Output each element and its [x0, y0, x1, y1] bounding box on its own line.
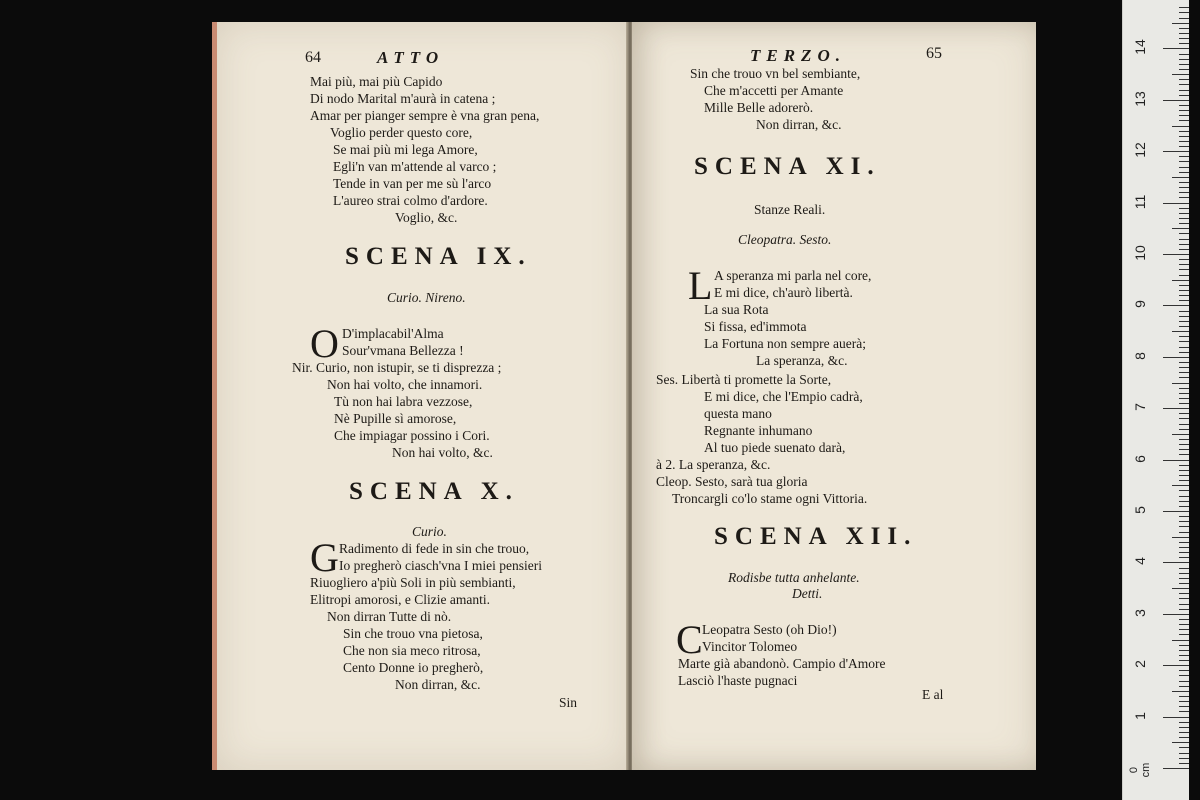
verse-line: Mille Belle adorerò. — [704, 100, 814, 115]
drop-capital: O — [310, 321, 339, 366]
open-book — [212, 22, 1036, 770]
verse-line: Ses. Libertà ti promette la Sorte, — [656, 372, 832, 387]
ruler-tick — [1179, 429, 1189, 430]
verse-line: Si fissa, ed'immota — [704, 319, 807, 334]
ruler-cm-label: 1 — [1132, 711, 1148, 720]
ruler-tick — [1179, 418, 1189, 419]
ruler-tick — [1179, 763, 1189, 764]
ruler-tick — [1179, 79, 1189, 80]
ruler-tick — [1179, 439, 1189, 440]
ruler-tick — [1179, 311, 1189, 312]
verse-line: Non hai volto, che innamori. — [327, 377, 483, 392]
ruler-tick — [1179, 573, 1189, 574]
ruler-tick — [1163, 48, 1189, 49]
ruler-tick — [1179, 43, 1189, 44]
verse-line: Sour'vmana Bellezza ! — [342, 343, 464, 358]
ruler-tick — [1179, 295, 1189, 296]
ruler-tick — [1163, 460, 1189, 461]
ruler-tick — [1179, 660, 1189, 661]
ruler-tick — [1179, 244, 1189, 245]
ruler-tick — [1179, 624, 1189, 625]
ruler-tick — [1179, 182, 1189, 183]
ruler-tick — [1179, 568, 1189, 569]
drop-capital: G — [310, 535, 339, 580]
ruler-tick — [1179, 259, 1189, 260]
ruler-tick — [1172, 23, 1189, 24]
ruler-tick — [1179, 167, 1189, 168]
verse-line: E mi dice, ch'aurò libertà. — [714, 285, 853, 300]
verse-line: Tù non hai labra vezzose, — [334, 394, 473, 409]
ruler-tick — [1172, 588, 1189, 589]
ruler-tick — [1172, 74, 1189, 75]
ruler-tick — [1179, 393, 1189, 394]
ruler-tick — [1172, 228, 1189, 229]
verse-line: Non hai volto, &c. — [392, 445, 493, 460]
verse-line: Lasciò l'haste pugnaci — [678, 673, 798, 688]
ruler-cm-label: 6 — [1132, 454, 1148, 463]
page-number: 64 — [305, 49, 321, 66]
ruler-tick — [1179, 583, 1189, 584]
ruler-tick — [1179, 347, 1189, 348]
ruler-tick — [1179, 341, 1189, 342]
verse-line: Amar per pianger sempre è vna gran pena, — [310, 108, 540, 123]
ruler-tick — [1179, 156, 1189, 157]
verse-line: questa mano — [704, 406, 772, 421]
ruler-tick — [1179, 54, 1189, 55]
ruler-tick — [1163, 408, 1189, 409]
ruler-tick — [1172, 691, 1189, 692]
scene-title: SCENA X. — [349, 478, 519, 505]
ruler-cm-label: 11 — [1132, 194, 1148, 209]
ruler-tick — [1179, 377, 1189, 378]
verse-line: D'implacabil'Alma — [342, 326, 444, 341]
verse-line: L'aureo strai colmo d'ardore. — [333, 193, 488, 208]
ruler-cm-label: 14 — [1132, 39, 1148, 56]
ruler-tick — [1179, 681, 1189, 682]
ruler-tick — [1172, 434, 1189, 435]
ruler-tick — [1179, 655, 1189, 656]
ruler-tick — [1179, 475, 1189, 476]
scene-title: SCENA XI. — [694, 153, 881, 180]
verse-line: A speranza mi parla nel core, — [714, 268, 872, 283]
ruler-tick — [1179, 300, 1189, 301]
ruler-tick — [1179, 161, 1189, 162]
verse-line: Marte già abandonò. Campio d'Amore — [678, 656, 886, 671]
ruler-tick — [1179, 367, 1189, 368]
verse-line: Di nodo Marital m'aurà in catena ; — [310, 91, 496, 106]
ruler-tick — [1179, 269, 1189, 270]
verse-line: Regnante inhumano — [704, 423, 813, 438]
verse-line: Voglio perder questo core, — [330, 125, 473, 140]
verse-line: Elitropi amorosi, e Clizie amanti. — [310, 592, 490, 607]
verse-line: Sin che trouo vn bel sembiante, — [690, 66, 861, 81]
ruler-tick — [1179, 249, 1189, 250]
scene-title: SCENA XII. — [714, 523, 918, 550]
ruler-tick — [1179, 619, 1189, 620]
verse-line: La Fortuna non sempre auerà; — [704, 336, 866, 351]
ruler-tick — [1179, 208, 1189, 209]
ruler-tick — [1163, 511, 1189, 512]
ruler-tick — [1179, 449, 1189, 450]
ruler-cm-label: 3 — [1132, 608, 1148, 617]
ruler-tick — [1179, 593, 1189, 594]
verse-line: Nè Pupille sì amorose, — [334, 411, 457, 426]
ruler-tick — [1179, 336, 1189, 337]
ruler-tick — [1172, 537, 1189, 538]
ruler-tick — [1179, 326, 1189, 327]
ruler-tick — [1179, 506, 1189, 507]
verse-line: Vincitor Tolomeo — [702, 639, 798, 654]
verse-line: Radimento di fede in sin che trouo, — [339, 541, 530, 556]
ruler-tick — [1179, 239, 1189, 240]
ruler-tick — [1179, 120, 1189, 121]
ruler-tick — [1179, 722, 1189, 723]
ruler-tick — [1179, 686, 1189, 687]
ruler-tick — [1179, 552, 1189, 553]
ruler-tick — [1179, 547, 1189, 548]
verse-line: Non dirran Tutte di nò. — [327, 609, 452, 624]
ruler-tick — [1179, 490, 1189, 491]
ruler-tick — [1179, 95, 1189, 96]
ruler-tick — [1179, 454, 1189, 455]
ruler-tick — [1179, 516, 1189, 517]
ruler-tick — [1179, 747, 1189, 748]
ruler-tick — [1179, 64, 1189, 65]
ruler-cm-label: 2 — [1132, 660, 1148, 669]
ruler-tick — [1179, 115, 1189, 116]
ruler-tick — [1179, 218, 1189, 219]
ruler-tick — [1163, 562, 1189, 563]
scene-characters: Curio. — [412, 524, 447, 539]
ruler-tick — [1179, 675, 1189, 676]
ruler-tick — [1179, 59, 1189, 60]
ruler-tick — [1179, 413, 1189, 414]
ruler-tick — [1163, 254, 1189, 255]
verse-line: E mi dice, che l'Empio cadrà, — [704, 389, 863, 404]
ruler-tick — [1179, 604, 1189, 605]
ruler-tick — [1179, 526, 1189, 527]
scene-characters: Rodisbe tutta anhelante. — [728, 570, 860, 585]
drop-capital: C — [676, 617, 703, 662]
ruler-cm-label: 10 — [1132, 245, 1148, 261]
ruler-tick — [1179, 223, 1189, 224]
ruler-tick — [1163, 717, 1189, 718]
ruler-tick — [1179, 12, 1189, 13]
ruler-tick — [1179, 521, 1189, 522]
scene-title: SCENA IX. — [345, 243, 532, 270]
verse-line: Io pregherò ciasch'vna I miei pensieri — [339, 558, 542, 573]
ruler-tick — [1179, 532, 1189, 533]
verse-line: Al tuo piede suenato darà, — [704, 440, 846, 455]
ruler-cm-label: 5 — [1132, 506, 1148, 514]
ruler-tick — [1163, 100, 1189, 101]
verse-line: Non dirran, &c. — [756, 117, 842, 132]
ruler-unit-label: 0 cm — [1128, 762, 1152, 778]
ruler-tick — [1179, 197, 1189, 198]
ruler-tick — [1179, 696, 1189, 697]
verse-line: Leopatra Sesto (oh Dio!) — [702, 622, 837, 637]
ruler-tick — [1179, 706, 1189, 707]
ruler-tick — [1179, 501, 1189, 502]
ruler-tick — [1179, 634, 1189, 635]
ruler-tick — [1179, 105, 1189, 106]
verse-line: Egli'n van m'attende al varco ; — [333, 159, 497, 174]
ruler-tick — [1179, 480, 1189, 481]
verse-line: Che non sia meco ritrosa, — [343, 643, 481, 658]
ruler-tick — [1179, 753, 1189, 754]
ruler-tick — [1179, 496, 1189, 497]
catchword: Sin — [559, 695, 578, 710]
ruler-tick — [1179, 187, 1189, 188]
ruler-tick — [1172, 485, 1189, 486]
ruler-tick — [1179, 542, 1189, 543]
verse-line: Cleop. Sesto, sarà tua gloria — [656, 474, 808, 489]
ruler-tick — [1179, 285, 1189, 286]
page-number: 65 — [926, 45, 942, 62]
ruler-tick — [1179, 629, 1189, 630]
ruler-tick — [1179, 444, 1189, 445]
ruler-tick — [1179, 213, 1189, 214]
ruler-tick — [1179, 275, 1189, 276]
verse-line: Mai più, mai più Capido — [310, 74, 443, 89]
ruler-tick — [1179, 424, 1189, 425]
ruler-tick — [1179, 758, 1189, 759]
verse-line: à 2. La speranza, &c. — [656, 457, 771, 472]
ruler-tick — [1179, 362, 1189, 363]
ruler-tick — [1179, 645, 1189, 646]
ruler-tick — [1179, 290, 1189, 291]
running-header: ATTO — [377, 48, 445, 67]
verse-line: La sua Rota — [704, 302, 769, 317]
ruler-tick — [1163, 203, 1189, 204]
ruler-tick — [1179, 38, 1189, 39]
scene-characters: Cleopatra. Sesto. — [738, 232, 832, 247]
verse-line: Non dirran, &c. — [395, 677, 481, 692]
right-page — [632, 22, 1036, 770]
ruler-cm-label: 13 — [1132, 91, 1148, 107]
ruler-tick — [1179, 172, 1189, 173]
ruler-tick — [1179, 110, 1189, 111]
catchword: E al — [922, 687, 944, 702]
ruler-tick — [1179, 557, 1189, 558]
verse-line: Troncargli co'lo stame ogni Vittoria. — [672, 491, 868, 506]
scene-setting: Stanze Reali. — [754, 202, 826, 217]
ruler-tick — [1163, 665, 1189, 666]
ruler-tick — [1179, 141, 1189, 142]
ruler-tick — [1179, 7, 1189, 8]
ruler-tick — [1179, 233, 1189, 234]
ruler-tick — [1163, 151, 1189, 152]
ruler-tick — [1172, 280, 1189, 281]
verse-line: Sin che trouo vna pietosa, — [343, 626, 483, 641]
verse-line: Tende in van per me sù l'arco — [333, 176, 492, 191]
ruler-tick — [1172, 177, 1189, 178]
ruler-tick — [1163, 614, 1189, 615]
ruler-tick — [1179, 727, 1189, 728]
verse-line: Che impiagar possino i Cori. — [334, 428, 490, 443]
ruler-tick — [1179, 732, 1189, 733]
ruler-tick — [1163, 768, 1189, 769]
ruler-tick — [1179, 33, 1189, 34]
ruler-cm-label: 12 — [1132, 142, 1148, 158]
scene-characters: Detti. — [792, 586, 823, 601]
ruler-tick — [1179, 84, 1189, 85]
ruler-tick — [1179, 701, 1189, 702]
ruler-tick — [1179, 578, 1189, 579]
ruler-cm-label: 4 — [1132, 557, 1148, 566]
ruler-tick — [1179, 136, 1189, 137]
verse-line: Se mai più mi lega Amore, — [333, 142, 478, 157]
ruler-tick — [1163, 357, 1189, 358]
ruler-tick — [1179, 69, 1189, 70]
verse-line: Riuogliero a'più Soli in più sembianti, — [310, 575, 516, 590]
left-page — [212, 22, 630, 770]
ruler-cm-label: 8 — [1132, 351, 1148, 360]
ruler-tick — [1179, 192, 1189, 193]
ruler-tick — [1179, 737, 1189, 738]
ruler-tick — [1179, 131, 1189, 132]
ruler-tick — [1179, 146, 1189, 147]
verse-line: La speranza, &c. — [756, 353, 848, 368]
ruler-tick — [1179, 388, 1189, 389]
ruler-tick — [1179, 465, 1189, 466]
drop-capital: L — [688, 263, 713, 308]
running-header: TERZO. — [750, 46, 846, 65]
ruler-tick — [1179, 398, 1189, 399]
ruler-tick — [1179, 670, 1189, 671]
ruler-tick — [1179, 372, 1189, 373]
ruler-tick — [1179, 316, 1189, 317]
ruler-tick — [1179, 711, 1189, 712]
ruler-tick — [1179, 28, 1189, 29]
ruler-tick — [1163, 305, 1189, 306]
scene-characters: Curio. Nireno. — [387, 290, 466, 305]
ruler-tick — [1179, 598, 1189, 599]
ruler-tick — [1179, 609, 1189, 610]
ruler-cm-label: 9 — [1132, 300, 1148, 309]
verse-line: Voglio, &c. — [395, 210, 458, 225]
measuring-ruler — [1122, 0, 1189, 800]
ruler-tick — [1172, 383, 1189, 384]
ruler-tick — [1179, 264, 1189, 265]
ruler-tick — [1179, 650, 1189, 651]
ruler-tick — [1179, 470, 1189, 471]
ruler-tick — [1179, 352, 1189, 353]
ruler-tick — [1172, 331, 1189, 332]
verse-line: Che m'accetti per Amante — [704, 83, 844, 98]
ruler-tick — [1172, 640, 1189, 641]
verse-line: Cento Donne io pregherò, — [343, 660, 484, 675]
ruler-tick — [1179, 18, 1189, 19]
verse-line: Nir. Curio, non istupir, se ti disprezza ; — [292, 360, 502, 375]
ruler-tick — [1179, 321, 1189, 322]
ruler-tick — [1179, 403, 1189, 404]
ruler-tick — [1172, 742, 1189, 743]
ruler-tick — [1172, 126, 1189, 127]
ruler-cm-label: 7 — [1132, 403, 1148, 412]
ruler-tick — [1179, 90, 1189, 91]
